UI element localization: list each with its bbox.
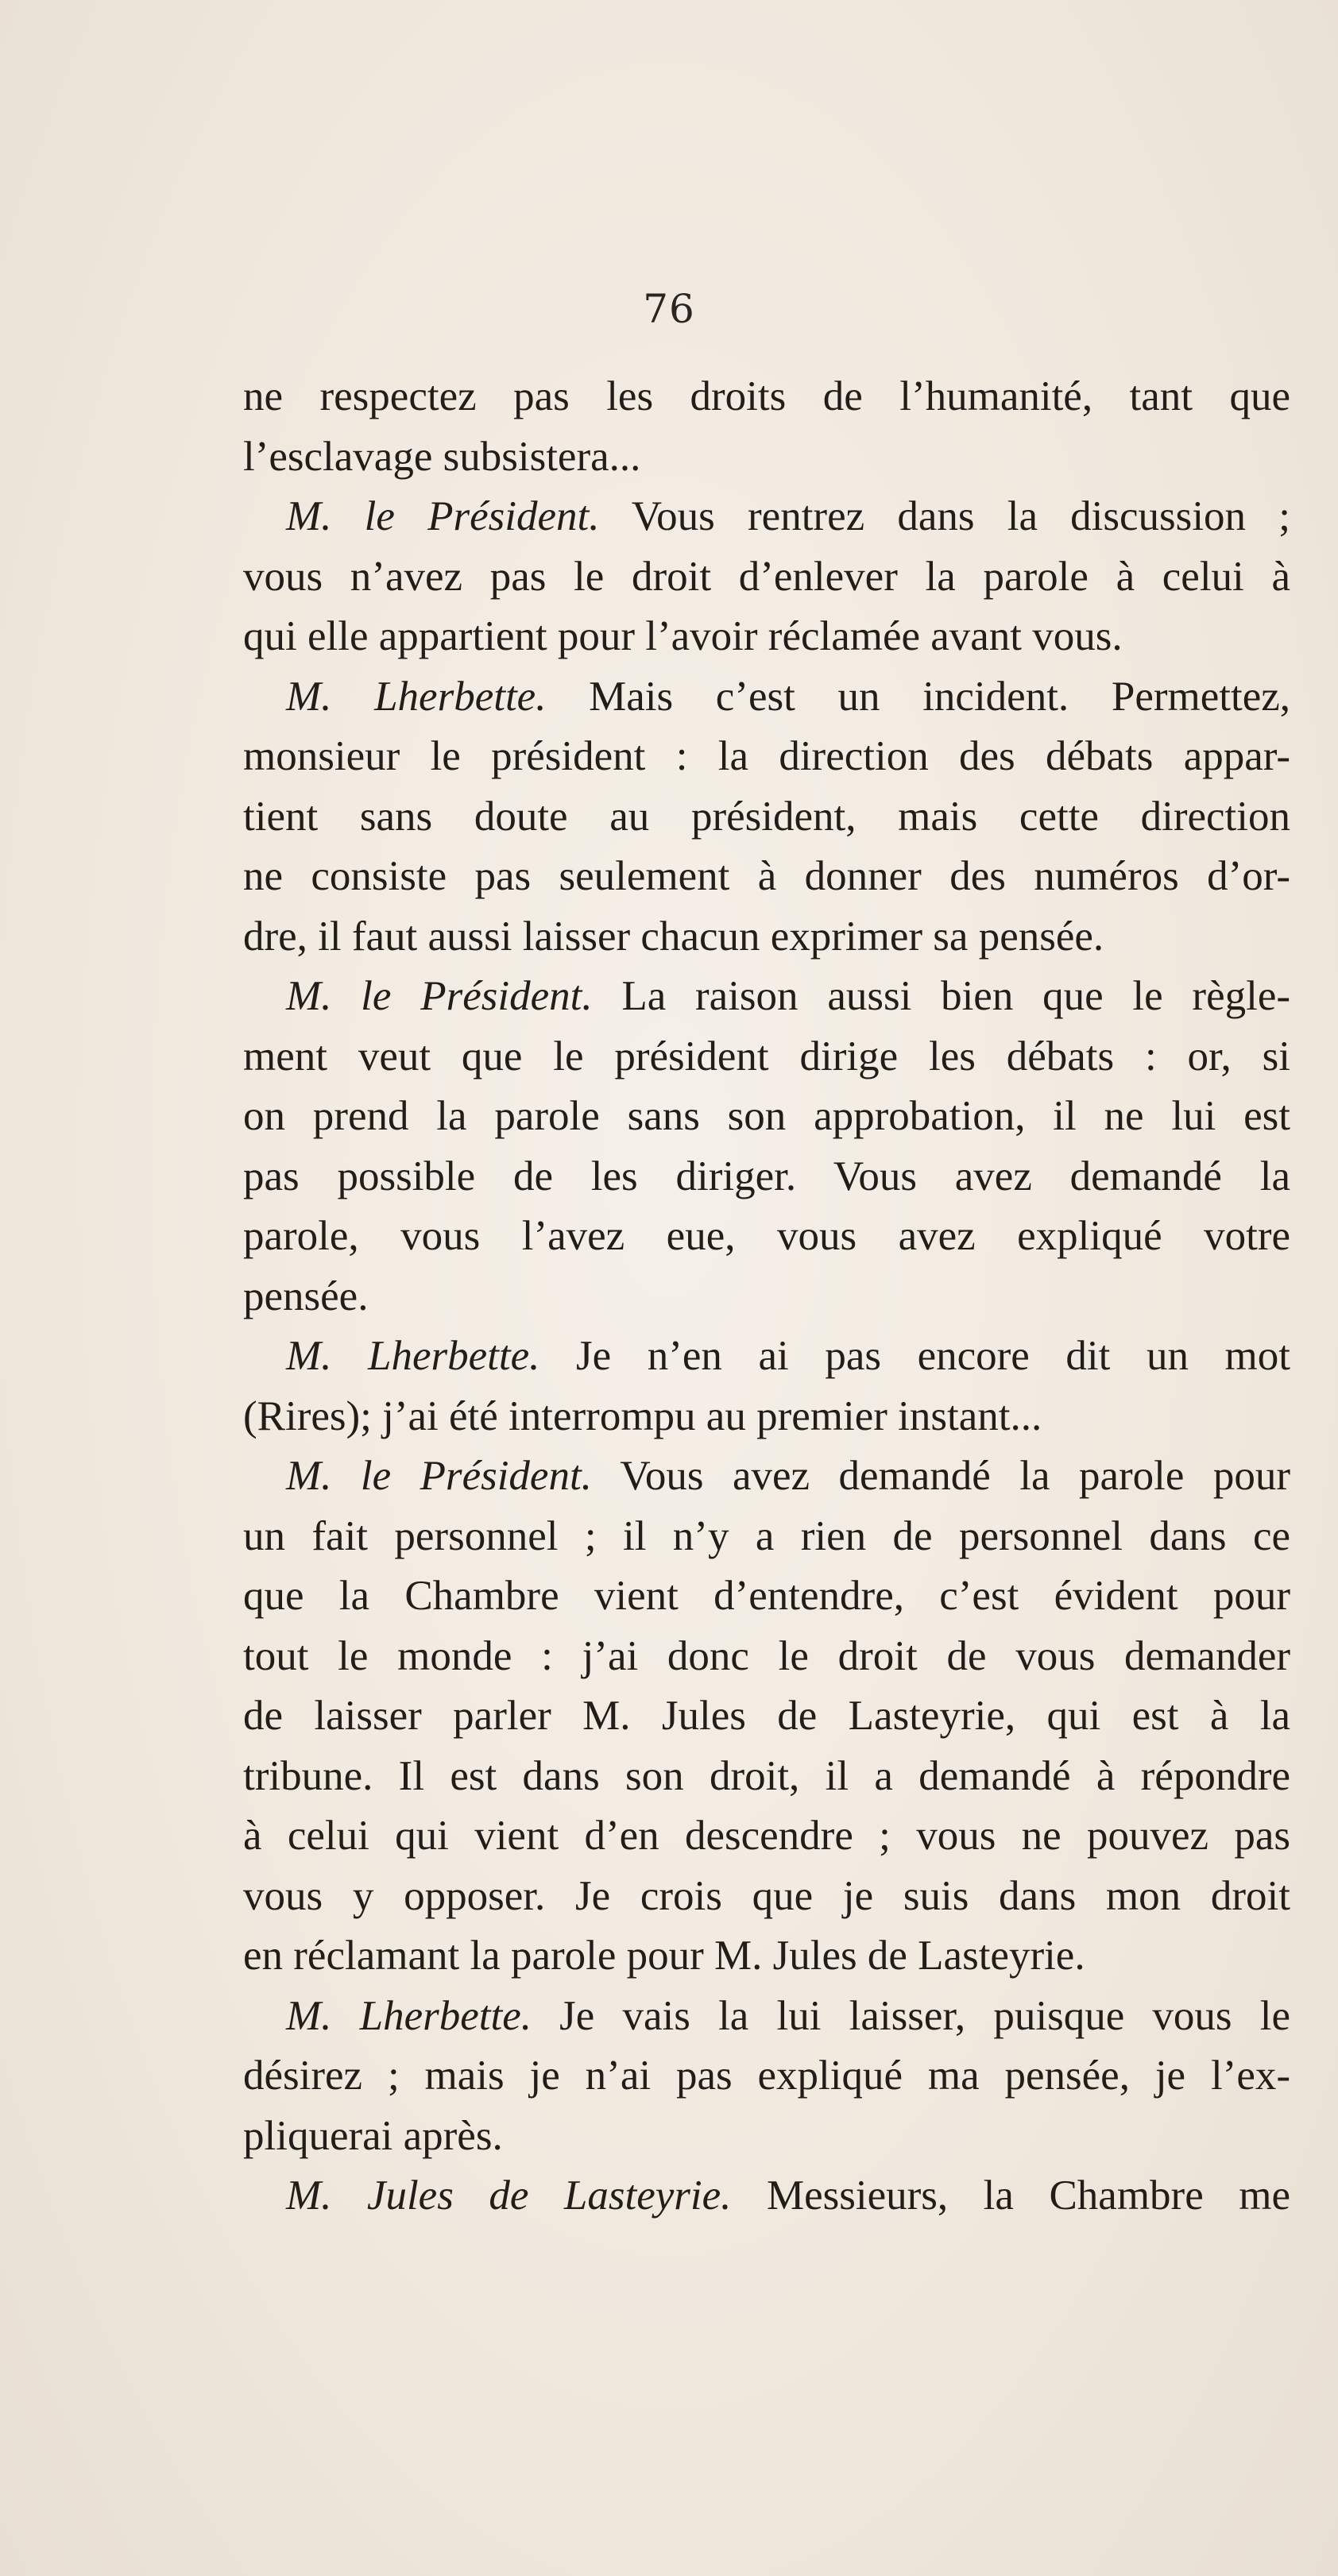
speaker-name: M. le Président. xyxy=(286,1453,592,1499)
line-text: Je vais la lui laisser, puisque vous le xyxy=(531,1992,1290,2039)
body-text xyxy=(243,367,1290,2226)
text-line xyxy=(243,1507,1290,1567)
line-text: dre, il faut aussi laisser chacun exprimer sa pensée. xyxy=(243,913,1104,960)
line-text: qui elle appartient pour l’avoir réclamée avant vous. xyxy=(243,613,1123,659)
line-text: ne consiste pas seulement à donner des numéros d’or- xyxy=(243,853,1290,899)
line-text: Messieurs, la Chambre me xyxy=(731,2172,1290,2219)
speaker-name: M. Lherbette. xyxy=(286,673,547,720)
page-number: 76 xyxy=(643,286,695,332)
text-line xyxy=(243,1387,1290,1447)
text-line xyxy=(243,1267,1290,1327)
text-line xyxy=(243,1566,1290,1627)
speaker-name: M. le Président. xyxy=(286,493,600,539)
text-line xyxy=(243,607,1290,667)
line-text: La raison aussi bien que le règle- xyxy=(592,973,1290,1019)
text-line xyxy=(243,1446,1290,1507)
line-text: à celui qui vient d’en descendre ; vous ne pouvez pas xyxy=(243,1813,1290,1859)
line-text: l’esclavage subsistera... xyxy=(243,433,641,480)
line-text: de laisser parler M. Jules de Lasteyrie, qui est à la xyxy=(243,1693,1290,1739)
text-line xyxy=(243,427,1290,488)
line-text: en réclamant la parole pour M. Jules de Lasteyrie. xyxy=(243,1933,1085,1979)
text-line xyxy=(243,367,1290,427)
line-text: parole, vous l’avez eue, vous avez expliqué votre xyxy=(243,1213,1290,1259)
text-line xyxy=(243,487,1290,547)
text-line xyxy=(243,1987,1290,2047)
line-text: pensée. xyxy=(243,1273,369,1319)
text-line xyxy=(243,727,1290,787)
text-line xyxy=(243,1747,1290,1807)
line-text: tient sans doute au président, mais cette direction xyxy=(243,793,1290,840)
line-text: (Rires); j’ai été interrompu au premier instant... xyxy=(243,1392,1042,1439)
speaker-name: M. Lherbette. xyxy=(286,1333,540,1379)
speaker-name: M. le Président. xyxy=(286,973,593,1019)
line-text: un fait personnel ; il n’y a rien de personnel dans ce xyxy=(243,1512,1290,1559)
line-text: pliquerai après. xyxy=(243,2112,503,2159)
text-line xyxy=(243,1087,1290,1147)
line-text: tribune. Il est dans son droit, il a demandé à répondre xyxy=(243,1752,1290,1799)
text-line xyxy=(243,1806,1290,1867)
line-text: ne respectez pas les droits de l’humanité, tant que xyxy=(243,373,1290,419)
text-line xyxy=(243,1147,1290,1207)
text-line xyxy=(243,2046,1290,2107)
text-line xyxy=(243,1327,1290,1387)
line-text: que la Chambre vient d’entendre, c’est évident pour xyxy=(243,1573,1290,1619)
line-text: désirez ; mais je n’ai pas expliqué ma pensée, je l’ex- xyxy=(243,2053,1290,2099)
text-line xyxy=(243,2166,1290,2226)
speaker-name: M. Jules de Lasteyrie. xyxy=(286,2172,732,2219)
text-line xyxy=(243,2107,1290,2167)
text-line xyxy=(243,907,1290,967)
line-text: Je n’en ai pas encore dit un mot xyxy=(539,1333,1290,1379)
text-line xyxy=(243,1867,1290,1927)
line-text: ment veut que le président dirige les débats : or, si xyxy=(243,1033,1290,1079)
text-line xyxy=(243,1627,1290,1687)
line-text: Mais c’est un incident. Permettez, xyxy=(546,673,1290,720)
line-text: pas possible de les diriger. Vous avez demandé la xyxy=(243,1153,1290,1199)
line-text: Vous avez demandé la parole pour xyxy=(591,1453,1290,1499)
text-line xyxy=(243,787,1290,848)
text-line xyxy=(243,1027,1290,1087)
line-text: on prend la parole sans son approbation, il ne lui est xyxy=(243,1093,1290,1139)
line-text: monsieur le président : la direction des débats appar- xyxy=(243,733,1290,779)
text-line xyxy=(243,1926,1290,1987)
text-line xyxy=(243,1207,1290,1267)
speaker-name: M. Lherbette. xyxy=(286,1992,532,2039)
line-text: vous y opposer. Je crois que je suis dans mon droit xyxy=(243,1872,1290,1919)
line-text: vous n’avez pas le droit d’enlever la parole à celui à xyxy=(243,553,1290,600)
text-line xyxy=(243,847,1290,907)
line-text: Vous rentrez dans la discussion ; xyxy=(599,493,1290,539)
text-line xyxy=(243,967,1290,1027)
text-line xyxy=(243,547,1290,608)
text-line xyxy=(243,667,1290,728)
text-line xyxy=(243,1686,1290,1747)
line-text: tout le monde : j’ai donc le droit de vous demander xyxy=(243,1632,1290,1679)
